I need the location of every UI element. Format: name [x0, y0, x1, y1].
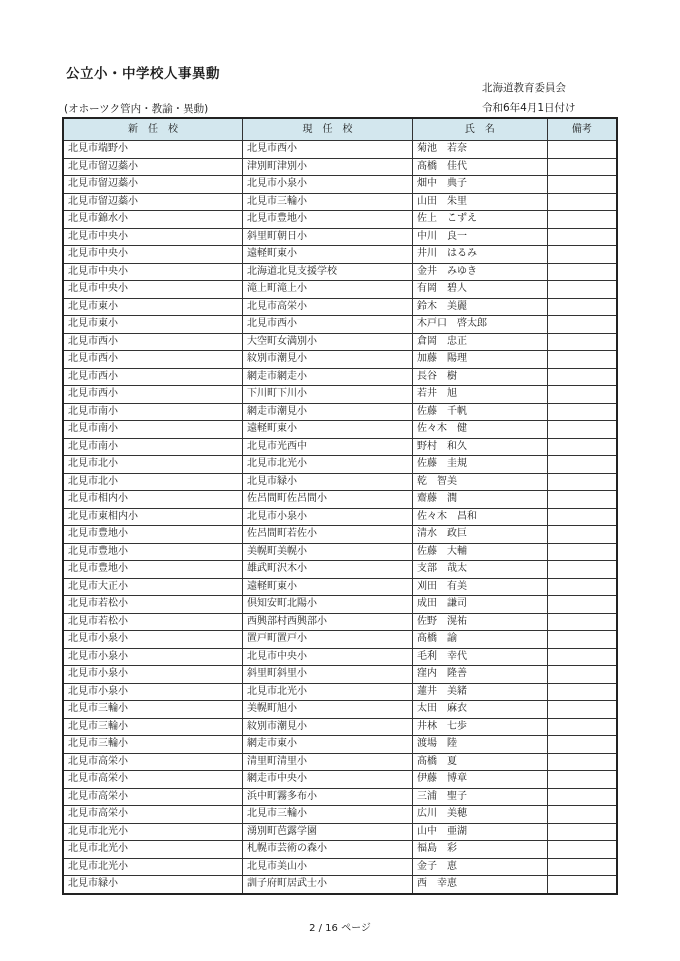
- effective-date: 令和6年4月1日付け: [482, 102, 576, 114]
- cell-name: 若井 旭: [413, 386, 548, 404]
- cell-name: 刈田 有美: [413, 578, 548, 596]
- cell-new-school: 北見市小泉小: [63, 648, 242, 666]
- cell-remarks: [547, 438, 617, 456]
- cell-current-school: 北見市光西中: [242, 438, 412, 456]
- cell-new-school: 北見市大正小: [63, 578, 242, 596]
- table-row: [63, 368, 617, 386]
- cell-new-school: 北見市東小: [63, 298, 242, 316]
- table-row: [63, 701, 617, 719]
- cell-current-school: 佐呂間町佐呂間小: [242, 491, 412, 509]
- cell-current-school: 大空町女満別小: [242, 333, 412, 351]
- cell-current-school: 網走市潮見小: [242, 403, 412, 421]
- cell-name: 支部 哉太: [413, 561, 548, 579]
- cell-remarks: [547, 543, 617, 561]
- table-row: [63, 753, 617, 771]
- table-row: [63, 561, 617, 579]
- cell-new-school: 北見市東小: [63, 316, 242, 334]
- cell-current-school: 遠軽町東小: [242, 246, 412, 264]
- table-row: [63, 788, 617, 806]
- cell-current-school: 斜里町斜里小: [242, 666, 412, 684]
- cell-remarks: [547, 666, 617, 684]
- cell-current-school: 西興部村西興部小: [242, 613, 412, 631]
- table-row: [63, 631, 617, 649]
- cell-name: 佐野 滉祐: [413, 613, 548, 631]
- table-row: [63, 666, 617, 684]
- table-row: [63, 141, 617, 159]
- cell-name: 野村 和久: [413, 438, 548, 456]
- cell-new-school: 北見市豊地小: [63, 561, 242, 579]
- cell-current-school: 下川町下川小: [242, 386, 412, 404]
- table-row: [63, 771, 617, 789]
- cell-name: 乾 智美: [413, 473, 548, 491]
- cell-name: 井川 はるみ: [413, 246, 548, 264]
- cell-remarks: [547, 631, 617, 649]
- col-header-new-school: 新 任 校: [63, 118, 242, 141]
- cell-current-school: 清里町清里小: [242, 753, 412, 771]
- cell-new-school: 北見市留辺蘂小: [63, 193, 242, 211]
- cell-name: 菊池 若奈: [413, 141, 548, 159]
- cell-new-school: 北見市北光小: [63, 858, 242, 876]
- table-row: [63, 613, 617, 631]
- cell-new-school: 北見市北光小: [63, 841, 242, 859]
- cell-name: 井林 七歩: [413, 718, 548, 736]
- cell-name: 有岡 碧人: [413, 281, 548, 299]
- table-row: [63, 211, 617, 229]
- cell-current-school: 佐呂間町若佐小: [242, 526, 412, 544]
- cell-new-school: 北見市三輪小: [63, 701, 242, 719]
- cell-new-school: 北見市高栄小: [63, 753, 242, 771]
- table-row: [63, 841, 617, 859]
- cell-current-school: 紋別市潮見小: [242, 351, 412, 369]
- cell-new-school: 北見市相内小: [63, 491, 242, 509]
- cell-current-school: 網走市網走小: [242, 368, 412, 386]
- cell-current-school: 北見市高栄小: [242, 298, 412, 316]
- cell-new-school: 北見市北光小: [63, 823, 242, 841]
- cell-new-school: 北見市高栄小: [63, 788, 242, 806]
- cell-remarks: [547, 421, 617, 439]
- cell-remarks: [547, 701, 617, 719]
- cell-remarks: [547, 176, 617, 194]
- cell-name: 木戸口 啓太郎: [413, 316, 548, 334]
- table-row: [63, 421, 617, 439]
- cell-new-school: 北見市中央小: [63, 246, 242, 264]
- cell-new-school: 北見市若松小: [63, 596, 242, 614]
- cell-remarks: [547, 771, 617, 789]
- cell-name: 佐々木 昌和: [413, 508, 548, 526]
- cell-name: 髙橋 佳代: [413, 158, 548, 176]
- cell-name: 蓮井 美緒: [413, 683, 548, 701]
- cell-new-school: 北見市北小: [63, 456, 242, 474]
- cell-current-school: 北見市豊地小: [242, 211, 412, 229]
- page-title: 公立小・中学校人事異動: [66, 66, 220, 82]
- cell-current-school: 北見市小泉小: [242, 176, 412, 194]
- cell-current-school: 北見市西小: [242, 316, 412, 334]
- cell-new-school: 北見市留辺蘂小: [63, 158, 242, 176]
- cell-name: 齋藤 潤: [413, 491, 548, 509]
- cell-remarks: [547, 228, 617, 246]
- cell-remarks: [547, 788, 617, 806]
- cell-name: 金子 恵: [413, 858, 548, 876]
- cell-remarks: [547, 281, 617, 299]
- cell-remarks: [547, 158, 617, 176]
- cell-name: 成田 謙司: [413, 596, 548, 614]
- category-label: (オホーツク管内・教諭・異動): [64, 103, 209, 115]
- cell-name: 伊藤 博章: [413, 771, 548, 789]
- cell-current-school: 訓子府町居武士小: [242, 876, 412, 894]
- cell-new-school: 北見市南小: [63, 438, 242, 456]
- cell-name: 佐々木 健: [413, 421, 548, 439]
- cell-current-school: 遠軽町東小: [242, 421, 412, 439]
- cell-remarks: [547, 193, 617, 211]
- cell-name: 毛利 幸代: [413, 648, 548, 666]
- cell-new-school: 北見市小泉小: [63, 631, 242, 649]
- cell-current-school: 湧別町芭露学園: [242, 823, 412, 841]
- cell-new-school: 北見市西小: [63, 333, 242, 351]
- cell-remarks: [547, 806, 617, 824]
- cell-new-school: 北見市三輪小: [63, 736, 242, 754]
- cell-current-school: 浜中町霧多布小: [242, 788, 412, 806]
- cell-new-school: 北見市端野小: [63, 141, 242, 159]
- col-header-current-school: 現 任 校: [242, 118, 412, 141]
- table-row: [63, 158, 617, 176]
- table-row: [63, 351, 617, 369]
- cell-remarks: [547, 491, 617, 509]
- table-row: [63, 281, 617, 299]
- col-header-name: 氏 名: [413, 118, 548, 141]
- cell-remarks: [547, 561, 617, 579]
- table-row: [63, 736, 617, 754]
- cell-new-school: 北見市西小: [63, 351, 242, 369]
- cell-remarks: [547, 578, 617, 596]
- table-row: [63, 508, 617, 526]
- table-row: [63, 858, 617, 876]
- cell-current-school: 紋別市潮見小: [242, 718, 412, 736]
- cell-name: 太田 麻衣: [413, 701, 548, 719]
- table-row: [63, 193, 617, 211]
- cell-remarks: [547, 403, 617, 421]
- cell-current-school: 北見市西小: [242, 141, 412, 159]
- cell-remarks: [547, 263, 617, 281]
- cell-new-school: 北見市中央小: [63, 263, 242, 281]
- cell-name: 中川 良一: [413, 228, 548, 246]
- cell-new-school: 北見市錦水小: [63, 211, 242, 229]
- cell-name: 広川 美穂: [413, 806, 548, 824]
- cell-current-school: 北海道北見支援学校: [242, 263, 412, 281]
- cell-name: 清水 政巨: [413, 526, 548, 544]
- cell-new-school: 北見市緑小: [63, 876, 242, 894]
- cell-current-school: 札幌市芸術の森小: [242, 841, 412, 859]
- cell-remarks: [547, 596, 617, 614]
- cell-remarks: [547, 876, 617, 894]
- cell-remarks: [547, 316, 617, 334]
- table-row: [63, 473, 617, 491]
- table-row: [63, 333, 617, 351]
- cell-new-school: 北見市若松小: [63, 613, 242, 631]
- table-row: [63, 806, 617, 824]
- cell-new-school: 北見市豊地小: [63, 543, 242, 561]
- cell-current-school: 斜里町朝日小: [242, 228, 412, 246]
- table-body: [63, 141, 617, 894]
- org-name: 北海道教育委員会: [482, 82, 566, 94]
- cell-new-school: 北見市高栄小: [63, 771, 242, 789]
- cell-name: 山田 朱里: [413, 193, 548, 211]
- table-row: [63, 543, 617, 561]
- cell-new-school: 北見市三輪小: [63, 718, 242, 736]
- table-row: [63, 876, 617, 894]
- cell-new-school: 北見市西小: [63, 386, 242, 404]
- table-row: [63, 246, 617, 264]
- table-row: [63, 316, 617, 334]
- cell-remarks: [547, 298, 617, 316]
- cell-current-school: 北見市北光小: [242, 683, 412, 701]
- table-row: [63, 403, 617, 421]
- cell-current-school: 北見市三輪小: [242, 193, 412, 211]
- cell-new-school: 北見市南小: [63, 403, 242, 421]
- cell-current-school: 網走市中央小: [242, 771, 412, 789]
- table-header-row: [63, 118, 617, 141]
- cell-name: 髙橋 諭: [413, 631, 548, 649]
- cell-name: 佐藤 千帆: [413, 403, 548, 421]
- cell-remarks: [547, 333, 617, 351]
- cell-remarks: [547, 841, 617, 859]
- table-row: [63, 176, 617, 194]
- cell-current-school: 津別町津別小: [242, 158, 412, 176]
- cell-name: 佐藤 圭規: [413, 456, 548, 474]
- table-row: [63, 683, 617, 701]
- cell-remarks: [547, 508, 617, 526]
- cell-remarks: [547, 613, 617, 631]
- cell-name: 髙橋 夏: [413, 753, 548, 771]
- cell-current-school: 置戸町置戸小: [242, 631, 412, 649]
- cell-remarks: [547, 386, 617, 404]
- cell-name: 鈴木 美麗: [413, 298, 548, 316]
- cell-name: 西 幸恵: [413, 876, 548, 894]
- cell-current-school: 北見市美山小: [242, 858, 412, 876]
- cell-new-school: 北見市東相内小: [63, 508, 242, 526]
- cell-current-school: 北見市緑小: [242, 473, 412, 491]
- table-row: [63, 386, 617, 404]
- cell-remarks: [547, 351, 617, 369]
- cell-new-school: 北見市北小: [63, 473, 242, 491]
- cell-name: 福島 彩: [413, 841, 548, 859]
- cell-name: 畑中 典子: [413, 176, 548, 194]
- cell-remarks: [547, 823, 617, 841]
- table-row: [63, 298, 617, 316]
- table-row: [63, 491, 617, 509]
- cell-remarks: [547, 473, 617, 491]
- table-row: [63, 823, 617, 841]
- cell-name: 佐上 こずえ: [413, 211, 548, 229]
- cell-name: 長谷 樹: [413, 368, 548, 386]
- table-row: [63, 578, 617, 596]
- cell-remarks: [547, 456, 617, 474]
- cell-new-school: 北見市小泉小: [63, 683, 242, 701]
- cell-remarks: [547, 683, 617, 701]
- table-row: [63, 526, 617, 544]
- cell-name: 金井 みゆき: [413, 263, 548, 281]
- table-row: [63, 648, 617, 666]
- cell-remarks: [547, 736, 617, 754]
- table-row: [63, 263, 617, 281]
- cell-new-school: 北見市南小: [63, 421, 242, 439]
- cell-new-school: 北見市中央小: [63, 281, 242, 299]
- col-header-remarks: 備考: [547, 118, 617, 141]
- cell-current-school: 遠軽町東小: [242, 578, 412, 596]
- table-row: [63, 228, 617, 246]
- table-row: [63, 438, 617, 456]
- cell-name: 山中 亜湖: [413, 823, 548, 841]
- cell-name: 渡場 陸: [413, 736, 548, 754]
- cell-remarks: [547, 141, 617, 159]
- cell-current-school: 北見市三輪小: [242, 806, 412, 824]
- cell-new-school: 北見市高栄小: [63, 806, 242, 824]
- cell-remarks: [547, 718, 617, 736]
- cell-current-school: 雄武町沢木小: [242, 561, 412, 579]
- cell-new-school: 北見市小泉小: [63, 666, 242, 684]
- cell-current-school: 滝上町滝上小: [242, 281, 412, 299]
- cell-remarks: [547, 648, 617, 666]
- table-row: [63, 456, 617, 474]
- cell-new-school: 北見市西小: [63, 368, 242, 386]
- cell-remarks: [547, 753, 617, 771]
- cell-name: 加藤 陽理: [413, 351, 548, 369]
- cell-current-school: 美幌町美幌小: [242, 543, 412, 561]
- cell-current-school: 北見市中央小: [242, 648, 412, 666]
- cell-current-school: 美幌町旭小: [242, 701, 412, 719]
- cell-name: 窪内 隆善: [413, 666, 548, 684]
- cell-remarks: [547, 211, 617, 229]
- cell-name: 三浦 聖子: [413, 788, 548, 806]
- cell-name: 佐藤 大輔: [413, 543, 548, 561]
- cell-remarks: [547, 526, 617, 544]
- cell-new-school: 北見市留辺蘂小: [63, 176, 242, 194]
- cell-remarks: [547, 368, 617, 386]
- cell-new-school: 北見市中央小: [63, 228, 242, 246]
- table-row: [63, 718, 617, 736]
- cell-current-school: 北見市小泉小: [242, 508, 412, 526]
- cell-new-school: 北見市豊地小: [63, 526, 242, 544]
- cell-current-school: 倶知安町北陽小: [242, 596, 412, 614]
- personnel-table: [62, 117, 618, 895]
- cell-remarks: [547, 246, 617, 264]
- cell-name: 倉岡 忠正: [413, 333, 548, 351]
- page-number: 2 / 16 ページ: [309, 923, 371, 934]
- table-row: [63, 596, 617, 614]
- cell-current-school: 網走市東小: [242, 736, 412, 754]
- cell-current-school: 北見市北光小: [242, 456, 412, 474]
- cell-remarks: [547, 858, 617, 876]
